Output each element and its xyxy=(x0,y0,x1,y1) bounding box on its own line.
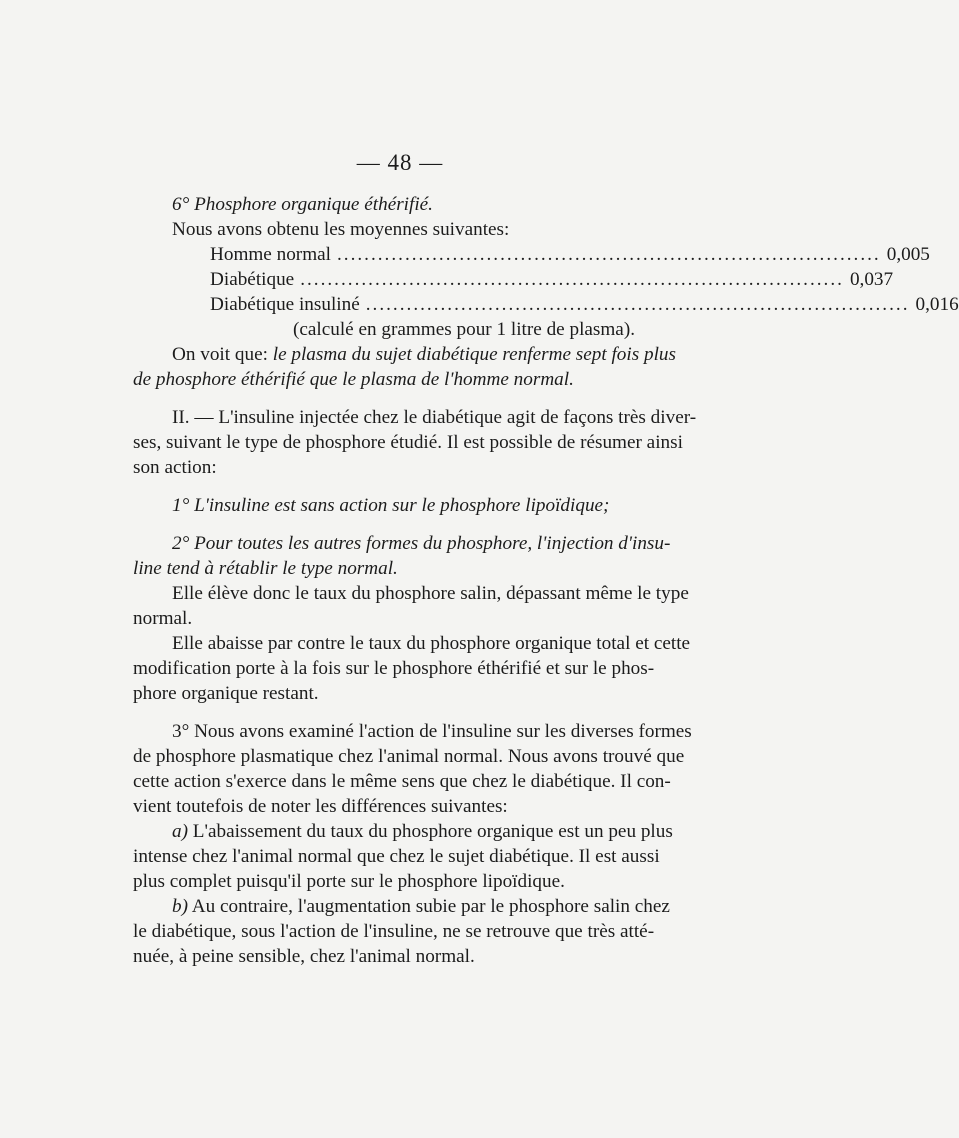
dot-leader: ................................................................................ xyxy=(300,269,844,290)
paragraph-line: modification porte à la fois sur le phosphore éthérifié et sur le phos- xyxy=(133,658,655,679)
paragraph-line: phore organique restant. xyxy=(133,683,319,704)
item-a-line xyxy=(133,819,765,844)
row-value: 0,037 xyxy=(849,269,894,290)
conclusion-italic: le plasma du sujet diabétique renferme sept fois plus xyxy=(272,344,676,365)
paragraph-line: II. — L'insuline injectée chez le diabétique agit de façons très diver- xyxy=(172,407,697,428)
paragraph-line: Elle élève donc le taux du phosphore salin, dépassant même le type xyxy=(172,583,689,604)
paragraph-line: son action: xyxy=(133,457,217,478)
item-a-line: intense chez l'animal normal que chez le sujet diabétique. Il est aussi xyxy=(133,846,660,867)
units-note: (calculé en grammes pour 1 litre de plasma). xyxy=(292,319,636,340)
item-a-label: a) xyxy=(172,821,188,842)
page-body xyxy=(133,192,959,969)
table-row xyxy=(133,292,959,317)
item-b-line xyxy=(133,894,765,919)
item-b-text: Au contraire, l'augmentation subie par le phosphore salin chez xyxy=(187,896,670,917)
paragraph-line: cette action s'exerce dans le même sens que chez le diabétique. Il con- xyxy=(133,771,671,792)
results-table xyxy=(133,242,959,317)
table-row xyxy=(133,267,894,292)
paragraph-line: normal. xyxy=(133,608,193,629)
point-1: 1° L'insuline est sans action sur le phosphore lipoïdique; xyxy=(172,495,610,516)
conclusion-line xyxy=(133,342,765,367)
item-b-line: le diabétique, sous l'action de l'insuline, ne se retrouve que très atté- xyxy=(133,921,655,942)
conclusion-line: de phosphore éthérifié que le plasma de l'homme normal. xyxy=(133,369,574,390)
item-a-line: plus complet puisqu'il porte sur le phosphore lipoïdique. xyxy=(133,871,565,892)
row-value: 0,005 xyxy=(886,244,930,265)
point-2-line: 2° Pour toutes les autres formes du phosphore, l'injection d'insu- xyxy=(172,533,671,554)
item-b-line: nuée, à peine sensible, chez l'animal normal. xyxy=(133,946,475,967)
item-b-label: b) xyxy=(172,896,188,917)
section-heading: 6° Phosphore organique éthérifié. xyxy=(172,194,433,215)
conclusion-plain: On voit que: xyxy=(172,344,268,365)
paragraph-line: de phosphore plasmatique chez l'animal normal. Nous avons trouvé que xyxy=(133,746,685,767)
point-2-line: line tend à rétablir le type normal. xyxy=(133,558,398,579)
table-row xyxy=(133,242,930,267)
paragraph-line: Elle abaisse par contre le taux du phosphore organique total et cette xyxy=(172,633,691,654)
paragraph-line: 3° Nous avons examiné l'action de l'insuline sur les diverses formes xyxy=(172,721,692,742)
dot-leader: ................................................................................ xyxy=(336,244,881,265)
row-label: Diabétique insuliné xyxy=(210,294,360,315)
item-a-text: L'abaissement du taux du phosphore organique est un peu plus xyxy=(187,821,673,842)
dot-leader: ................................................................................ xyxy=(365,294,910,315)
paragraph-line: vient toutefois de noter les différences suivantes: xyxy=(133,796,508,817)
paragraph-line: ses, suivant le type de phosphore étudié. Il est possible de résumer ainsi xyxy=(133,432,683,453)
intro-line: Nous avons obtenu les moyennes suivantes: xyxy=(172,219,510,240)
row-label: Homme normal xyxy=(210,244,331,265)
page-number: — 48 — xyxy=(356,150,444,175)
row-value: 0,016 xyxy=(915,294,959,315)
row-label: Diabétique xyxy=(210,269,295,290)
